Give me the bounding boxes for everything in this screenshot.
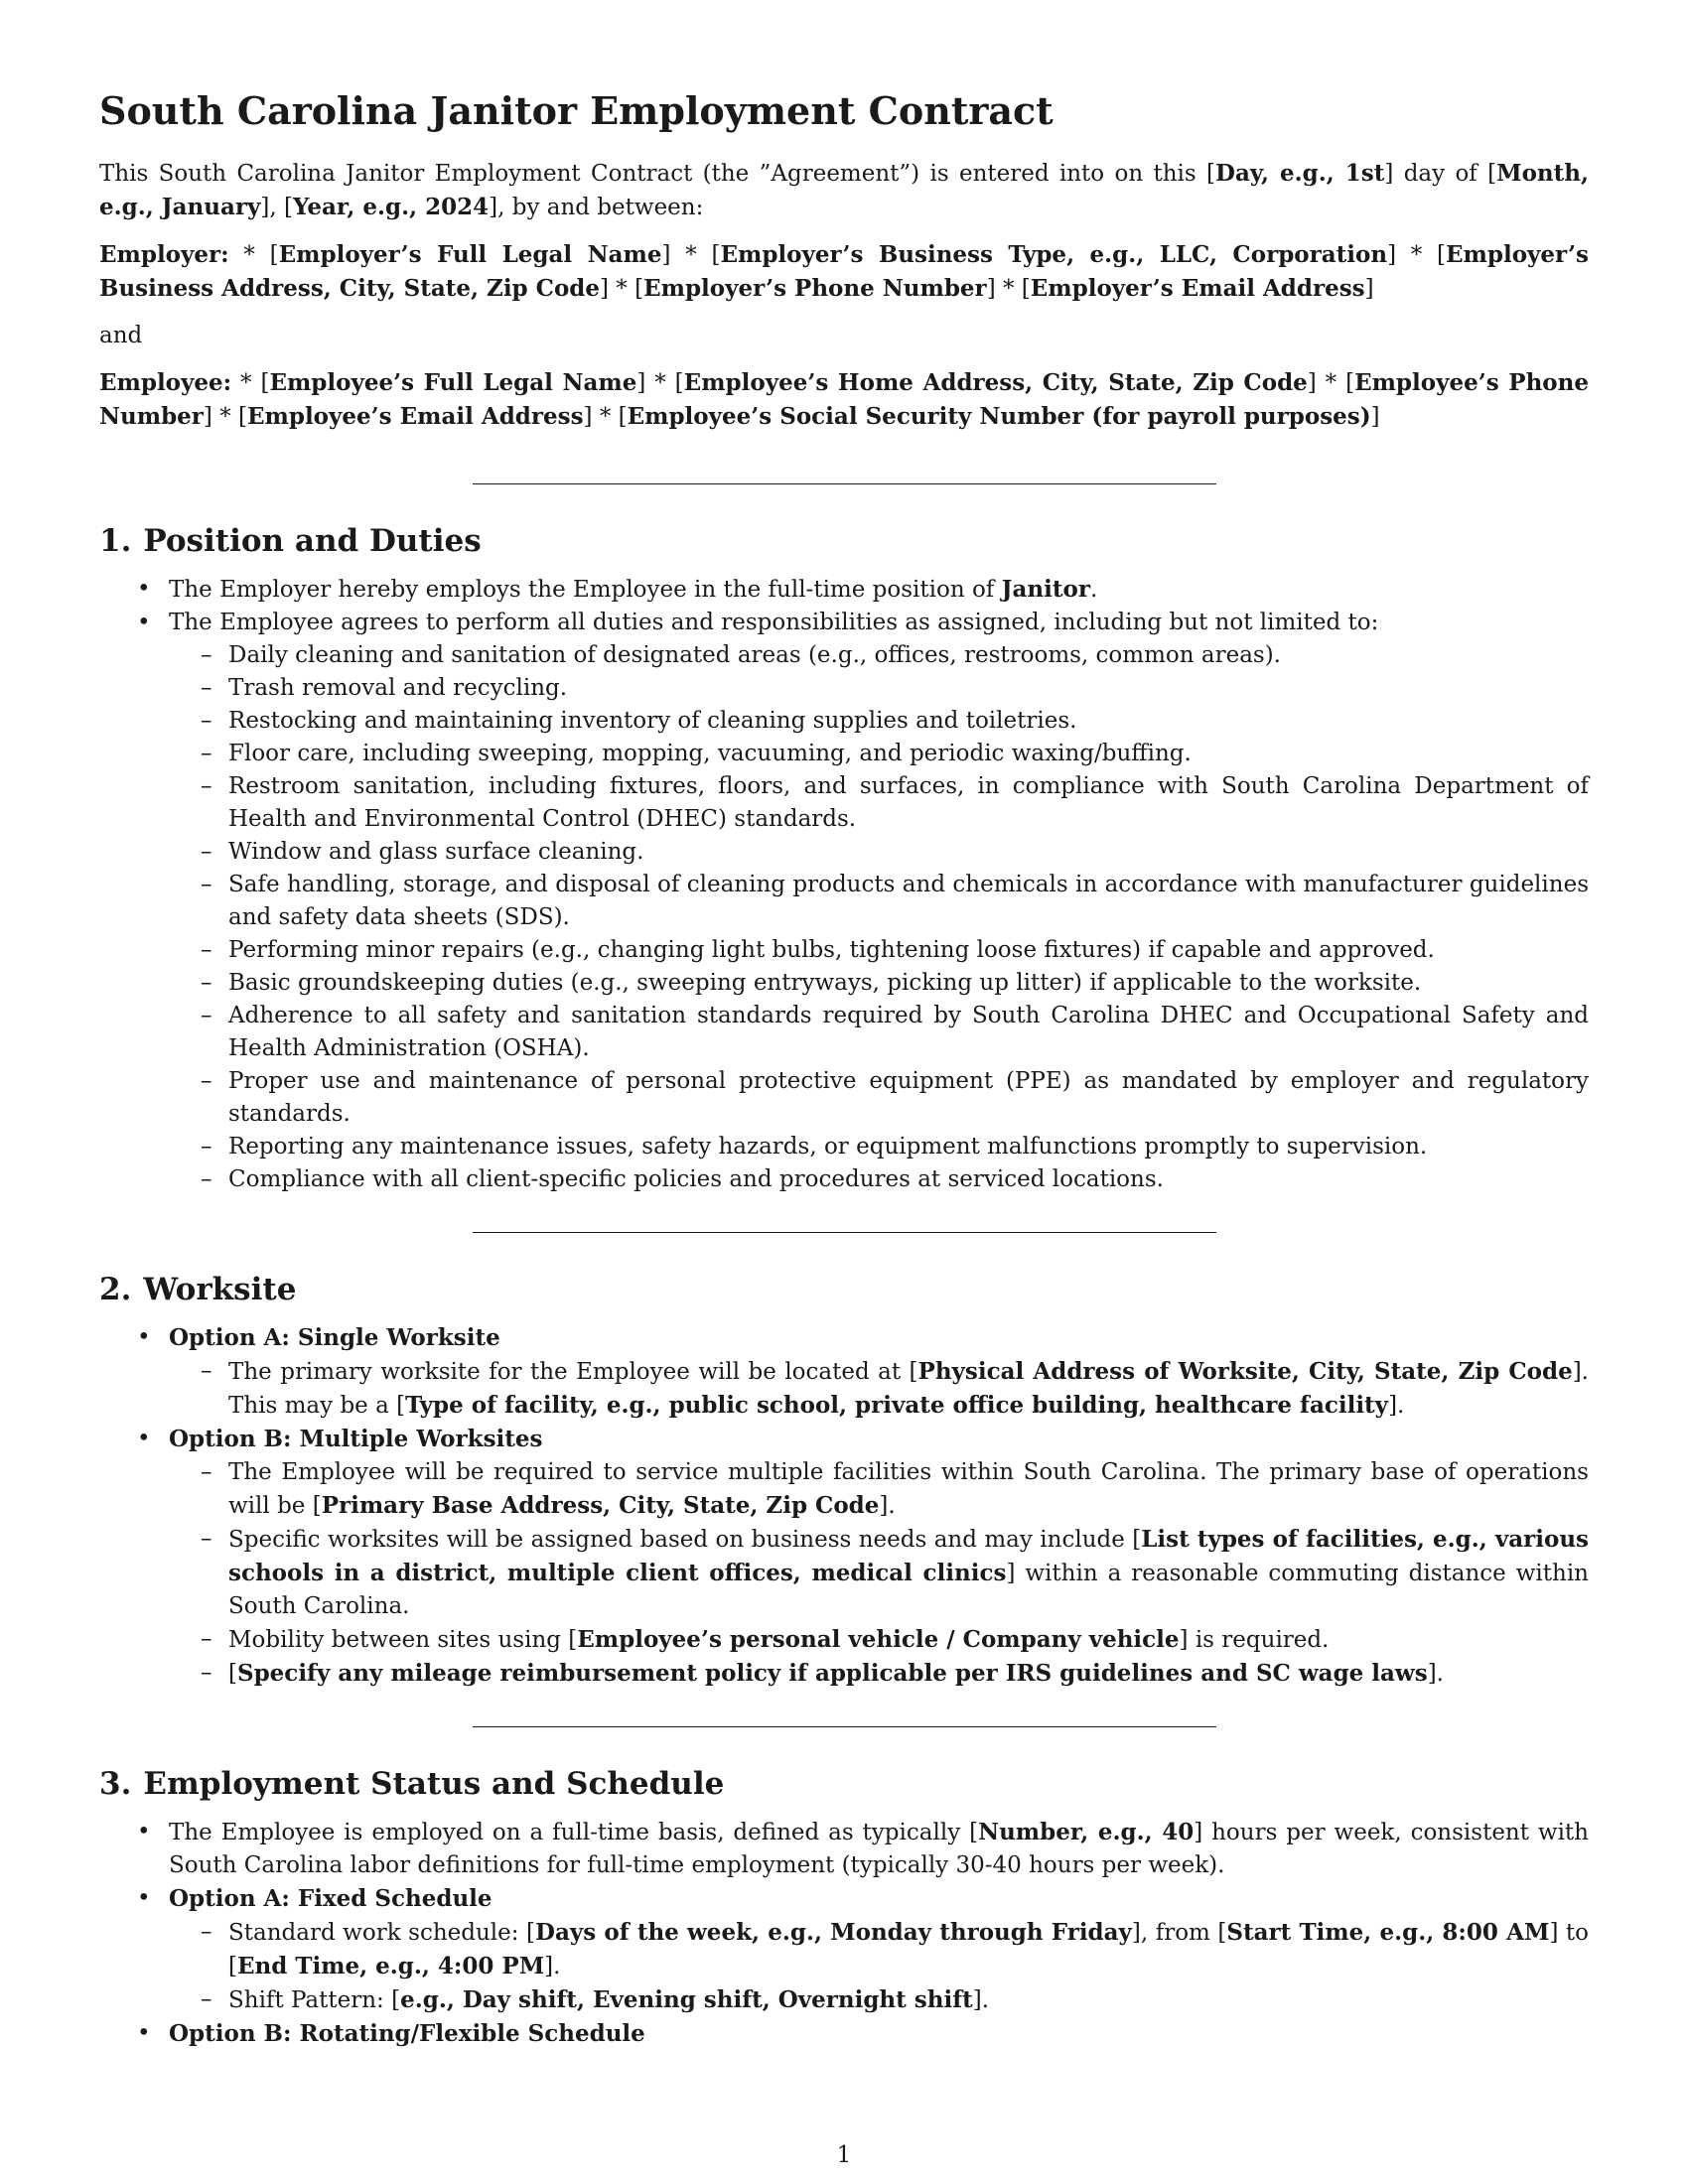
- bullet-icon: •: [137, 1819, 151, 1844]
- dash-icon: –: [201, 741, 212, 766]
- text-run: * [: [231, 370, 270, 396]
- divider-line: [473, 1726, 1216, 1727]
- dash-icon: –: [201, 970, 212, 996]
- bold-text: Employee’s Phone Number: [99, 369, 1589, 430]
- bold-text: Type of facility, e.g., public school, private office building, healthcare facility: [405, 1392, 1389, 1419]
- bold-text: Employee’s Home Address, City, State, Zip Code: [683, 369, 1308, 396]
- section-number: 3.: [99, 1766, 132, 1802]
- bullet-list: [99, 1816, 1589, 2051]
- text-run: Mobility between sites using [: [228, 1627, 578, 1653]
- text-run: ]: [1370, 404, 1380, 430]
- bullet-icon: •: [137, 1885, 151, 1911]
- text-run: The Employee will be required to service multiple facilities within South Carolina. The primary base of operations will be [: [228, 1459, 1589, 1519]
- text-run: Proper use and maintenance of personal protective equipment (PPE) as mandated by employer and regulatory standards.: [228, 1068, 1589, 1127]
- bold-text: Option A: Single Worksite: [169, 1324, 500, 1351]
- dash-icon: –: [201, 1134, 212, 1160]
- bold-text: Employee’s Social Security Number (for payroll purposes): [627, 403, 1371, 430]
- sub-list-item: [169, 1065, 1589, 1131]
- text-run: ] * [: [583, 404, 628, 430]
- text-run: Basic groundskeeping duties (e.g., sweeping entryways, picking up litter) if applicable to the worksite.: [228, 970, 1422, 996]
- text-run: Safe handling, storage, and disposal of cleaning products and chemicals in accordance with manufacturer guidelines and safety data sheets (SDS).: [228, 872, 1589, 930]
- sub-list-item: [169, 1163, 1589, 1196]
- dash-icon: –: [201, 1459, 212, 1485]
- text-run: [: [1206, 161, 1215, 187]
- text-run: ].: [1427, 1661, 1444, 1687]
- dash-icon: –: [201, 1626, 212, 1652]
- sub-list: [169, 1916, 1589, 2017]
- bold-text: Days of the week, e.g., Monday through Friday: [535, 1919, 1132, 1946]
- text-run: ] to [: [228, 1920, 1590, 1979]
- section-divider: [99, 1691, 1589, 1764]
- bold-text: Option B: Multiple Worksites: [169, 1426, 543, 1452]
- bullet-icon: •: [137, 1426, 151, 1451]
- text-run: The Employer hereby employs the Employee in the full-time position of: [169, 577, 1002, 603]
- sub-list-item: [169, 1657, 1589, 1691]
- bold-text: Primary Base Address, City, State, Zip Code: [321, 1492, 880, 1519]
- bold-text: Number, e.g., 40: [978, 1819, 1195, 1845]
- dash-icon: –: [201, 839, 212, 865]
- sub-list-item: [169, 738, 1589, 770]
- divider-line: [473, 1232, 1216, 1233]
- bold-text: Month, e.g., January: [99, 160, 1589, 220]
- dash-icon: –: [201, 675, 212, 701]
- dash-icon: –: [201, 1003, 212, 1028]
- text-run: The primary worksite for the Employee will be located at [: [228, 1359, 918, 1385]
- text-run: ], by and between:: [489, 195, 704, 220]
- text-run: ] * [: [636, 370, 684, 396]
- text-run: Performing minor repairs (e.g., changing light bulbs, tightening loose fixtures) if capable and approved.: [228, 937, 1435, 963]
- text-run: [: [228, 1661, 237, 1687]
- bold-text: Employer’s Full Legal Name: [278, 241, 662, 268]
- sub-list-item: [169, 705, 1589, 738]
- sub-list-item: [169, 934, 1589, 967]
- bullet-list: [99, 1321, 1589, 1691]
- bold-text: Specify any mileage reimbursement policy if applicable per IRS guidelines and SC wage laws: [236, 1660, 1428, 1687]
- text-run: ] within a reasonable commuting distance within South Carolina.: [228, 1561, 1589, 1619]
- dash-icon: –: [201, 773, 212, 799]
- text-run: ] * [: [203, 404, 247, 430]
- bullet-list: [99, 573, 1589, 1196]
- sub-list: [169, 1355, 1589, 1423]
- bold-text: Employer’s Email Address: [1030, 275, 1365, 302]
- bullet-icon: •: [137, 2020, 151, 2046]
- sub-list-item: [169, 1623, 1589, 1657]
- sub-list-item: [169, 1456, 1589, 1523]
- list-item: [99, 1816, 1589, 1882]
- bold-text: Option A: Fixed Schedule: [169, 1885, 492, 1912]
- text-run: ]: [1364, 276, 1374, 302]
- section-title: Employment Status and Schedule: [143, 1766, 725, 1802]
- dash-icon: –: [201, 872, 212, 897]
- document-page: [99, 87, 1589, 2051]
- section-number: 1.: [99, 523, 132, 559]
- text-run: ], [: [260, 195, 293, 220]
- list-item: [99, 1321, 1589, 1423]
- divider-line: [473, 483, 1216, 484]
- section-title: Worksite: [143, 1272, 297, 1307]
- text-run: ].: [972, 1987, 990, 2013]
- sub-list: [169, 639, 1589, 1196]
- text-run: Window and glass surface cleaning.: [228, 839, 644, 865]
- sub-list-item: [169, 770, 1589, 836]
- text-run: Compliance with all client-specific policies and procedures at serviced locations.: [228, 1166, 1164, 1192]
- dash-icon: –: [201, 1166, 212, 1192]
- and-connector: and: [99, 323, 143, 348]
- text-run: Restocking and maintaining inventory of cleaning supplies and toiletries.: [228, 708, 1077, 734]
- dash-icon: –: [201, 1068, 212, 1094]
- bold-text: End Time, e.g., 4:00 PM: [236, 1953, 545, 1979]
- bold-text: e.g., Day shift, Evening shift, Overnight shift: [400, 1986, 973, 2013]
- text-run: Daily cleaning and sanitation of designated areas (e.g., offices, restrooms, common areas).: [228, 642, 1281, 668]
- text-run: Restroom sanitation, including fixtures, floors, and surfaces, in compliance with South Carolina Department of Health and Environmental Control (DHEC) standards.: [228, 773, 1589, 832]
- text-run: ] * [: [600, 276, 644, 302]
- dash-icon: –: [201, 642, 212, 668]
- text-run: ] hours per week, consistent with South Carolina labor definitions for full-time employment (typically 30-40 hours per week).: [169, 1820, 1589, 1878]
- bold-text: Option B: Rotating/Flexible Schedule: [169, 2020, 645, 2047]
- text-run: .: [1089, 577, 1098, 603]
- bold-text: Employee:: [99, 369, 232, 396]
- sub-list-item: [169, 639, 1589, 672]
- text-run: ]. This may be a [: [228, 1359, 1589, 1419]
- section-heading: [99, 1270, 1589, 1309]
- bold-text: Janitor: [1001, 576, 1090, 603]
- sub-list-item: [169, 1983, 1589, 2017]
- sub-list-item: [169, 836, 1589, 869]
- list-item: [99, 2017, 1589, 2051]
- text-run: This South Carolina Janitor Employment Contract (the ”Agreement”) is entered into on this: [99, 161, 1207, 187]
- text-run: Adherence to all safety and sanitation standards required by South Carolina DHEC and Occupational Safety and Health Administration (OSHA).: [228, 1003, 1589, 1061]
- text-run: The Employee is employed on a full-time basis, defined as typically [: [169, 1820, 979, 1845]
- section-title: Position and Duties: [143, 523, 482, 559]
- bullet-icon: •: [137, 610, 151, 635]
- sub-list-item: [169, 1000, 1589, 1065]
- bold-text: Employee’s Full Legal Name: [269, 369, 637, 396]
- bold-text: Employer’s Phone Number: [643, 275, 987, 302]
- bold-text: Physical Address of Worksite, City, State, Zip Code: [917, 1358, 1573, 1385]
- dash-icon: –: [201, 937, 212, 963]
- sub-list: [169, 1456, 1589, 1691]
- bold-text: List types of facilities, e.g., various schools in a district, multiple client offices, medical clinics: [228, 1526, 1590, 1586]
- sub-list-item: [169, 672, 1589, 705]
- section-divider: [99, 448, 1589, 521]
- list-item: [99, 573, 1589, 607]
- sub-list-item: [169, 967, 1589, 1000]
- bold-text: Employer’s Business Type, e.g., LLC, Corporation: [720, 241, 1388, 268]
- text-run: Standard work schedule: [: [228, 1920, 536, 1946]
- employer-block: [99, 238, 1589, 306]
- employee-block: [99, 366, 1589, 434]
- sub-list-item: [169, 1131, 1589, 1163]
- dash-icon: –: [201, 1986, 212, 2012]
- bold-text: Employer’s Business Address, City, State, Zip Code: [99, 241, 1589, 302]
- text-run: Reporting any maintenance issues, safety hazards, or equipment malfunctions promptly to supervision.: [228, 1134, 1428, 1160]
- dash-icon: –: [201, 1358, 212, 1384]
- bold-text: Employee’s Email Address: [247, 403, 584, 430]
- text-run: Specific worksites will be assigned based on business needs and may include [: [228, 1527, 1142, 1553]
- dash-icon: –: [201, 1526, 212, 1552]
- text-run: Trash removal and recycling.: [228, 675, 568, 701]
- text-run: ], from [: [1131, 1920, 1227, 1946]
- section-divider: [99, 1196, 1589, 1270]
- bold-text: Start Time, e.g., 8:00 AM: [1226, 1919, 1550, 1946]
- sub-list-item: [169, 1916, 1589, 1983]
- bold-text: Employer:: [99, 241, 229, 268]
- list-item: [99, 1423, 1589, 1691]
- text-run: Shift Pattern: [: [228, 1987, 401, 2013]
- text-run: ] day of [: [1384, 161, 1497, 187]
- intro-paragraph: [99, 157, 1589, 224]
- section-heading: [99, 521, 1589, 561]
- text-run: ].: [879, 1493, 896, 1519]
- text-run: ] * [: [986, 276, 1031, 302]
- list-item: [99, 607, 1589, 1196]
- bold-text: Employee’s personal vehicle / Company vehicle: [577, 1626, 1180, 1653]
- text-run: * [: [228, 242, 279, 268]
- bullet-icon: •: [137, 1324, 151, 1350]
- text-run: ].: [1388, 1393, 1405, 1419]
- section-number: 2.: [99, 1272, 132, 1307]
- text-run: The Employee agrees to perform all duties and responsibilities as assigned, including but not limited to:: [169, 610, 1379, 635]
- dash-icon: –: [201, 1919, 212, 1945]
- document-title: South Carolina Janitor Employment Contract: [99, 88, 1054, 133]
- text-run: ].: [544, 1954, 561, 1979]
- dash-icon: –: [201, 708, 212, 734]
- bold-text: Day, e.g., 1st: [1215, 160, 1385, 187]
- page-number: 1: [836, 2142, 852, 2168]
- sub-list-item: [169, 1355, 1589, 1423]
- sections-container: [99, 448, 1589, 2051]
- bold-text: Year, e.g., 2024: [292, 194, 490, 220]
- section-heading: [99, 1764, 1589, 1804]
- dash-icon: –: [201, 1660, 212, 1686]
- bullet-icon: •: [137, 576, 151, 602]
- text-run: ] is required.: [1179, 1627, 1330, 1653]
- text-run: ] * [: [1387, 242, 1447, 268]
- sub-list-item: [169, 869, 1589, 934]
- text-run: ] * [: [1307, 370, 1355, 396]
- text-run: Floor care, including sweeping, mopping, vacuuming, and periodic waxing/buffing.: [228, 741, 1192, 766]
- list-item: [99, 1882, 1589, 2017]
- text-run: ] * [: [661, 242, 721, 268]
- sub-list-item: [169, 1523, 1589, 1623]
